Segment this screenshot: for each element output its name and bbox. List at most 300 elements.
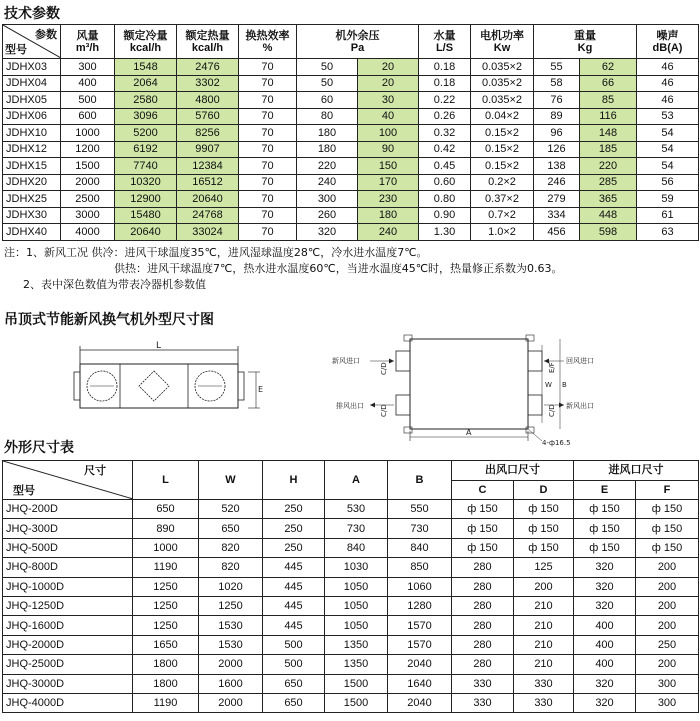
tech-value-cell: 70 — [239, 75, 297, 92]
dims-model-cell: JHQ-800D — [3, 558, 133, 577]
tech-value-cell: 260 — [297, 207, 358, 224]
dims-value-cell: 840 — [388, 538, 452, 557]
dims-value-cell: ф 150 — [514, 538, 574, 557]
dims-value-cell: 1500 — [325, 674, 388, 693]
tech-corner-top: 参数 — [35, 29, 57, 41]
dims-value-cell: ф 150 — [514, 500, 574, 519]
tech-value-cell: 76 — [534, 92, 580, 109]
dim-W-label: W — [545, 381, 552, 389]
tech-value-cell: 70 — [239, 125, 297, 142]
tech-value-cell: 0.2×2 — [471, 174, 534, 191]
tech-value-cell: 0.26 — [419, 108, 471, 125]
tech-value-cell: 0.37×2 — [471, 191, 534, 208]
dims-model-cell: JHQ-1250D — [3, 596, 133, 615]
tech-value-cell: 170 — [358, 174, 419, 191]
tech-value-cell: 0.32 — [419, 125, 471, 142]
tech-value-cell: 70 — [239, 92, 297, 109]
dims-header-A: A — [325, 461, 388, 500]
tech-value-cell: 9907 — [177, 141, 239, 158]
label-ef-right: E/F — [548, 362, 556, 373]
tech-value-cell: 246 — [534, 174, 580, 191]
tech-model-cell: JDHX06 — [3, 108, 61, 125]
tech-params-table — [2, 24, 699, 241]
dims-value-cell: 1600 — [199, 674, 263, 693]
dims-value-cell: 1250 — [133, 596, 199, 615]
tech-value-cell: 0.45 — [419, 158, 471, 175]
tech-value-cell: 5200 — [115, 125, 177, 142]
dims-value-cell: 2040 — [388, 693, 452, 712]
dims-value-cell: 210 — [514, 596, 574, 615]
tech-value-cell: 285 — [580, 174, 637, 191]
dims-value-cell: 330 — [514, 693, 574, 712]
tech-value-cell: 2064 — [115, 75, 177, 92]
dims-value-cell: 1500 — [325, 693, 388, 712]
dims-value-cell: 820 — [199, 538, 263, 557]
dims-value-cell: ф 150 — [636, 519, 699, 538]
dims-corner-top: 尺寸 — [84, 465, 106, 477]
tech-value-cell: 0.42 — [419, 141, 471, 158]
tech-value-cell: 300 — [297, 191, 358, 208]
tech-value-cell: 53 — [637, 108, 699, 125]
dims-value-cell: 1800 — [133, 674, 199, 693]
dims-value-cell: ф 150 — [574, 538, 636, 557]
tech-value-cell: 20640 — [115, 224, 177, 241]
dim-A-label: A — [466, 428, 472, 437]
tech-value-cell: 1200 — [61, 141, 115, 158]
dims-value-cell: 650 — [133, 500, 199, 519]
tech-value-cell: 50 — [297, 75, 358, 92]
dims-model-cell: JHQ-3000D — [3, 674, 133, 693]
tech-header-weight: 重量 Kg — [534, 25, 637, 59]
label-fresh-in: 新风进口 — [332, 357, 360, 365]
tech-value-cell: 20 — [358, 59, 419, 76]
tech-row — [3, 59, 699, 76]
tech-value-cell: 70 — [239, 59, 297, 76]
dims-value-cell: 1800 — [133, 655, 199, 674]
dims-value-cell: 250 — [263, 519, 325, 538]
dims-value-cell: 850 — [388, 558, 452, 577]
dims-value-cell: 400 — [574, 635, 636, 654]
tech-row — [3, 158, 699, 175]
label-return-in: 回风进口 — [566, 357, 594, 365]
tech-value-cell: 150 — [358, 158, 419, 175]
dims-value-cell: 200 — [636, 596, 699, 615]
tech-value-cell: 30 — [358, 92, 419, 109]
note-line-2: 供热：进风干球温度7℃，热水进水温度60℃，当进水温度45℃时，热量修正系数为0.63。 — [114, 262, 563, 275]
tech-value-cell: 400 — [61, 75, 115, 92]
tech-value-cell: 90 — [358, 141, 419, 158]
tech-model-cell: JDHX30 — [3, 207, 61, 224]
tech-value-cell: 70 — [239, 224, 297, 241]
tech-value-cell: 7740 — [115, 158, 177, 175]
tech-value-cell: 10320 — [115, 174, 177, 191]
dims-value-cell: 1050 — [325, 577, 388, 596]
dims-model-cell: JHQ-2000D — [3, 635, 133, 654]
tech-value-cell: 220 — [297, 158, 358, 175]
dims-value-cell: 200 — [636, 655, 699, 674]
tech-value-cell: 3096 — [115, 108, 177, 125]
tech-value-cell: 16512 — [177, 174, 239, 191]
tech-value-cell: 180 — [358, 207, 419, 224]
tech-value-cell: 70 — [239, 207, 297, 224]
dims-table — [2, 460, 699, 713]
tech-value-cell: 180 — [297, 125, 358, 142]
dim-E-label: E — [258, 385, 264, 394]
tech-value-cell: 55 — [534, 59, 580, 76]
tech-value-cell: 0.18 — [419, 59, 471, 76]
tech-value-cell: 0.15×2 — [471, 158, 534, 175]
dims-value-cell: 445 — [263, 558, 325, 577]
dims-value-cell: 1060 — [388, 577, 452, 596]
dims-header-L: L — [133, 461, 199, 500]
dims-value-cell: 1570 — [388, 635, 452, 654]
dims-value-cell: 280 — [452, 596, 514, 615]
dims-value-cell: 250 — [636, 635, 699, 654]
dims-value-cell: 1570 — [388, 616, 452, 635]
dims-value-cell: 200 — [636, 577, 699, 596]
tech-value-cell: 1548 — [115, 59, 177, 76]
dims-corner-bottom: 型号 — [13, 485, 35, 497]
tech-value-cell: 5760 — [177, 108, 239, 125]
dims-value-cell: 1000 — [133, 538, 199, 557]
tech-header-airflow: 风量 m³/h — [61, 25, 115, 59]
tech-value-cell: 4800 — [177, 92, 239, 109]
tech-value-cell: 3302 — [177, 75, 239, 92]
tech-value-cell: 0.035×2 — [471, 59, 534, 76]
tech-value-cell: 0.60 — [419, 174, 471, 191]
tech-row — [3, 207, 699, 224]
dims-value-cell: 890 — [133, 519, 199, 538]
dims-value-cell: ф 150 — [636, 538, 699, 557]
dims-value-cell: 730 — [325, 519, 388, 538]
dims-value-cell: ф 150 — [636, 500, 699, 519]
dims-value-cell: 1530 — [199, 635, 263, 654]
dims-corner-cell — [3, 461, 133, 500]
dims-value-cell: 250 — [263, 500, 325, 519]
tech-value-cell: 96 — [534, 125, 580, 142]
tech-value-cell: 63 — [637, 224, 699, 241]
tech-value-cell: 0.22 — [419, 92, 471, 109]
tech-model-cell: JDHX25 — [3, 191, 61, 208]
dims-model-cell: JHQ-1600D — [3, 616, 133, 635]
tech-value-cell: 126 — [534, 141, 580, 158]
dims-value-cell: 550 — [388, 500, 452, 519]
tech-value-cell: 220 — [580, 158, 637, 175]
dims-value-cell: 200 — [636, 616, 699, 635]
dims-value-cell: 1350 — [325, 655, 388, 674]
tech-value-cell: 116 — [580, 108, 637, 125]
dims-value-cell: 2040 — [388, 655, 452, 674]
tech-value-cell: 0.90 — [419, 207, 471, 224]
tech-header-cooling: 额定冷量 kcal/h — [115, 25, 177, 59]
dims-row — [3, 577, 699, 596]
tech-value-cell: 4000 — [61, 224, 115, 241]
dims-header-E: E — [574, 480, 636, 500]
tech-value-cell: 61 — [637, 207, 699, 224]
dims-header-C: C — [452, 480, 514, 500]
dims-value-cell: 320 — [574, 693, 636, 712]
dims-row — [3, 616, 699, 635]
tech-corner-cell — [3, 25, 61, 59]
tech-header-water: 水量 L/S — [419, 25, 471, 59]
dims-value-cell: ф 150 — [574, 519, 636, 538]
dims-value-cell: 1350 — [325, 635, 388, 654]
tech-header-pressure: 机外余压 Pa — [297, 25, 419, 59]
dims-value-cell: 200 — [514, 577, 574, 596]
dims-value-cell: ф 150 — [574, 500, 636, 519]
dims-value-cell: 1640 — [388, 674, 452, 693]
dims-value-cell: 280 — [452, 655, 514, 674]
tech-value-cell: 20640 — [177, 191, 239, 208]
tech-value-cell: 59 — [637, 191, 699, 208]
dims-value-cell: 210 — [514, 635, 574, 654]
tech-header-efficiency: 换热效率 % — [239, 25, 297, 59]
dims-value-cell: 200 — [636, 558, 699, 577]
tech-value-cell: 2580 — [115, 92, 177, 109]
tech-value-cell: 54 — [637, 158, 699, 175]
dims-value-cell: 125 — [514, 558, 574, 577]
tech-value-cell: 12900 — [115, 191, 177, 208]
dims-row — [3, 500, 699, 519]
dims-title: 外形尺寸表 — [4, 440, 74, 456]
dims-value-cell: 330 — [514, 674, 574, 693]
dims-value-cell: 650 — [199, 519, 263, 538]
dims-value-cell: 1050 — [325, 596, 388, 615]
tech-model-cell: JDHX05 — [3, 92, 61, 109]
tech-header-row — [3, 25, 699, 59]
dims-model-cell: JHQ-4000D — [3, 693, 133, 712]
diagram-title: 吊顶式节能新风换气机外型尺寸图 — [4, 312, 214, 328]
tech-value-cell: 6192 — [115, 141, 177, 158]
dims-value-cell: 210 — [514, 655, 574, 674]
tech-value-cell: 320 — [297, 224, 358, 241]
dims-value-cell: 445 — [263, 596, 325, 615]
dims-value-cell: 400 — [574, 655, 636, 674]
dims-value-cell: 210 — [514, 616, 574, 635]
dims-value-cell: 1190 — [133, 558, 199, 577]
tech-value-cell: 46 — [637, 59, 699, 76]
dims-value-cell: 320 — [574, 674, 636, 693]
dims-header-outlet: 出风口尺寸 — [452, 461, 574, 481]
dims-value-cell: 445 — [263, 616, 325, 635]
dims-value-cell: 300 — [636, 674, 699, 693]
dims-value-cell: 650 — [263, 693, 325, 712]
dims-value-cell: 320 — [574, 596, 636, 615]
dims-value-cell: 500 — [263, 635, 325, 654]
dims-value-cell: 1530 — [199, 616, 263, 635]
tech-value-cell: 50 — [297, 59, 358, 76]
tech-value-cell: 148 — [580, 125, 637, 142]
tech-value-cell: 1000 — [61, 125, 115, 142]
dims-value-cell: 730 — [388, 519, 452, 538]
tech-value-cell: 279 — [534, 191, 580, 208]
dims-header-B: B — [388, 461, 452, 500]
tech-value-cell: 12384 — [177, 158, 239, 175]
tech-value-cell: 60 — [297, 92, 358, 109]
dims-value-cell: 650 — [263, 674, 325, 693]
dims-value-cell: 445 — [263, 577, 325, 596]
tech-model-cell: JDHX03 — [3, 59, 61, 76]
dims-value-cell: 330 — [452, 693, 514, 712]
dims-value-cell: 280 — [452, 616, 514, 635]
tech-row — [3, 141, 699, 158]
note-line-1: 注：1、新风工况 供冷：进风干球温度35℃，进风湿球温度28℃，冷水进水温度7℃。 — [4, 246, 428, 259]
tech-value-cell: 40 — [358, 108, 419, 125]
tech-value-cell: 1.0×2 — [471, 224, 534, 241]
tech-value-cell: 2500 — [61, 191, 115, 208]
tech-value-cell: 598 — [580, 224, 637, 241]
dims-value-cell: 530 — [325, 500, 388, 519]
label-cd-right: C/D — [548, 404, 556, 417]
dims-value-cell: ф 150 — [452, 538, 514, 557]
tech-value-cell: 58 — [534, 75, 580, 92]
tech-value-cell: 33024 — [177, 224, 239, 241]
dims-row — [3, 596, 699, 615]
dims-value-cell: 320 — [574, 577, 636, 596]
tech-value-cell: 0.035×2 — [471, 92, 534, 109]
dims-value-cell: ф 150 — [452, 500, 514, 519]
tech-value-cell: 180 — [297, 141, 358, 158]
dims-value-cell: 2000 — [199, 655, 263, 674]
tech-model-cell: JDHX10 — [3, 125, 61, 142]
dims-row — [3, 674, 699, 693]
tech-value-cell: 70 — [239, 191, 297, 208]
tech-header-noise: 噪声 dB(A) — [637, 25, 699, 59]
dims-row — [3, 693, 699, 712]
dims-value-cell: 1280 — [388, 596, 452, 615]
notes-block — [4, 245, 694, 293]
dims-value-cell: 500 — [263, 655, 325, 674]
tech-value-cell: 2476 — [177, 59, 239, 76]
note-line-3: 2、表中深色数值为带表冷器机参数值 — [23, 278, 206, 291]
dims-model-cell: JHQ-300D — [3, 519, 133, 538]
dims-value-cell: 1650 — [133, 635, 199, 654]
label-exhaust-out: 排风出口 — [336, 402, 364, 410]
tech-model-cell: JDHX40 — [3, 224, 61, 241]
tech-value-cell: 46 — [637, 75, 699, 92]
dims-value-cell: 330 — [452, 674, 514, 693]
tech-value-cell: 8256 — [177, 125, 239, 142]
tech-model-cell: JDHX20 — [3, 174, 61, 191]
tech-row — [3, 92, 699, 109]
dims-value-cell: 1250 — [199, 596, 263, 615]
tech-value-cell: 100 — [358, 125, 419, 142]
tech-value-cell: 54 — [637, 125, 699, 142]
dims-value-cell: 1190 — [133, 693, 199, 712]
label-cd-left-bottom: C/D — [380, 404, 388, 417]
tech-value-cell: 334 — [534, 207, 580, 224]
tech-header-heating: 额定热量 kcal/h — [177, 25, 239, 59]
dims-header-D: D — [514, 480, 574, 500]
dims-value-cell: 1050 — [325, 616, 388, 635]
tech-row — [3, 224, 699, 241]
dims-row — [3, 558, 699, 577]
dims-value-cell: 1030 — [325, 558, 388, 577]
dims-value-cell: ф 150 — [452, 519, 514, 538]
tech-value-cell: 500 — [61, 92, 115, 109]
tech-value-cell: 240 — [358, 224, 419, 241]
tech-corner-bottom: 型号 — [5, 44, 27, 56]
dims-value-cell: 2000 — [199, 693, 263, 712]
tech-value-cell: 2000 — [61, 174, 115, 191]
dims-row — [3, 635, 699, 654]
dims-value-cell: 1250 — [133, 616, 199, 635]
dims-row — [3, 519, 699, 538]
tech-model-cell: JDHX04 — [3, 75, 61, 92]
tech-value-cell: 600 — [61, 108, 115, 125]
dims-value-cell: 840 — [325, 538, 388, 557]
front-view-drawing — [70, 336, 270, 416]
tech-value-cell: 46 — [637, 92, 699, 109]
dims-header-row-1 — [3, 461, 699, 481]
tech-value-cell: 456 — [534, 224, 580, 241]
tech-value-cell: 365 — [580, 191, 637, 208]
tech-row — [3, 108, 699, 125]
tech-value-cell: 1.30 — [419, 224, 471, 241]
tech-value-cell: 70 — [239, 158, 297, 175]
tech-params-title: 技术参数 — [4, 6, 60, 22]
dims-model-cell: JHQ-1000D — [3, 577, 133, 596]
tech-row — [3, 174, 699, 191]
dims-value-cell: 400 — [574, 616, 636, 635]
tech-value-cell: 85 — [580, 92, 637, 109]
tech-row — [3, 125, 699, 142]
label-supply-out: 新风出口 — [566, 402, 594, 410]
tech-value-cell: 54 — [637, 141, 699, 158]
tech-value-cell: 70 — [239, 174, 297, 191]
dims-value-cell: ф 150 — [514, 519, 574, 538]
dims-value-cell: 520 — [199, 500, 263, 519]
tech-value-cell: 0.04×2 — [471, 108, 534, 125]
tech-value-cell: 300 — [61, 59, 115, 76]
dims-row — [3, 655, 699, 674]
dims-value-cell: 280 — [452, 558, 514, 577]
dims-model-cell: JHQ-2500D — [3, 655, 133, 674]
dim-L-label: L — [156, 341, 162, 351]
tech-value-cell: 1500 — [61, 158, 115, 175]
dims-value-cell: 280 — [452, 635, 514, 654]
tech-value-cell: 80 — [297, 108, 358, 125]
tech-value-cell: 15480 — [115, 207, 177, 224]
tech-value-cell: 89 — [534, 108, 580, 125]
tech-value-cell: 24768 — [177, 207, 239, 224]
tech-value-cell: 185 — [580, 141, 637, 158]
dim-B-label: B — [562, 381, 567, 389]
label-cd-left-top: C/D — [380, 362, 388, 375]
tech-value-cell: 56 — [637, 174, 699, 191]
tech-value-cell: 448 — [580, 207, 637, 224]
tech-value-cell: 138 — [534, 158, 580, 175]
dims-value-cell: 320 — [574, 558, 636, 577]
dims-value-cell: 280 — [452, 577, 514, 596]
tech-model-cell: JDHX12 — [3, 141, 61, 158]
dims-header-F: F — [636, 480, 699, 500]
dims-model-cell: JHQ-500D — [3, 538, 133, 557]
tech-row — [3, 75, 699, 92]
tech-value-cell: 70 — [239, 141, 297, 158]
tech-value-cell: 240 — [297, 174, 358, 191]
tech-value-cell: 0.15×2 — [471, 141, 534, 158]
tech-value-cell: 70 — [239, 108, 297, 125]
tech-value-cell: 0.15×2 — [471, 125, 534, 142]
dims-value-cell: 300 — [636, 693, 699, 712]
tech-value-cell: 3000 — [61, 207, 115, 224]
tech-value-cell: 66 — [580, 75, 637, 92]
dims-value-cell: 820 — [199, 558, 263, 577]
tech-value-cell: 0.035×2 — [471, 75, 534, 92]
top-view-drawing — [330, 325, 620, 450]
tech-value-cell: 0.18 — [419, 75, 471, 92]
